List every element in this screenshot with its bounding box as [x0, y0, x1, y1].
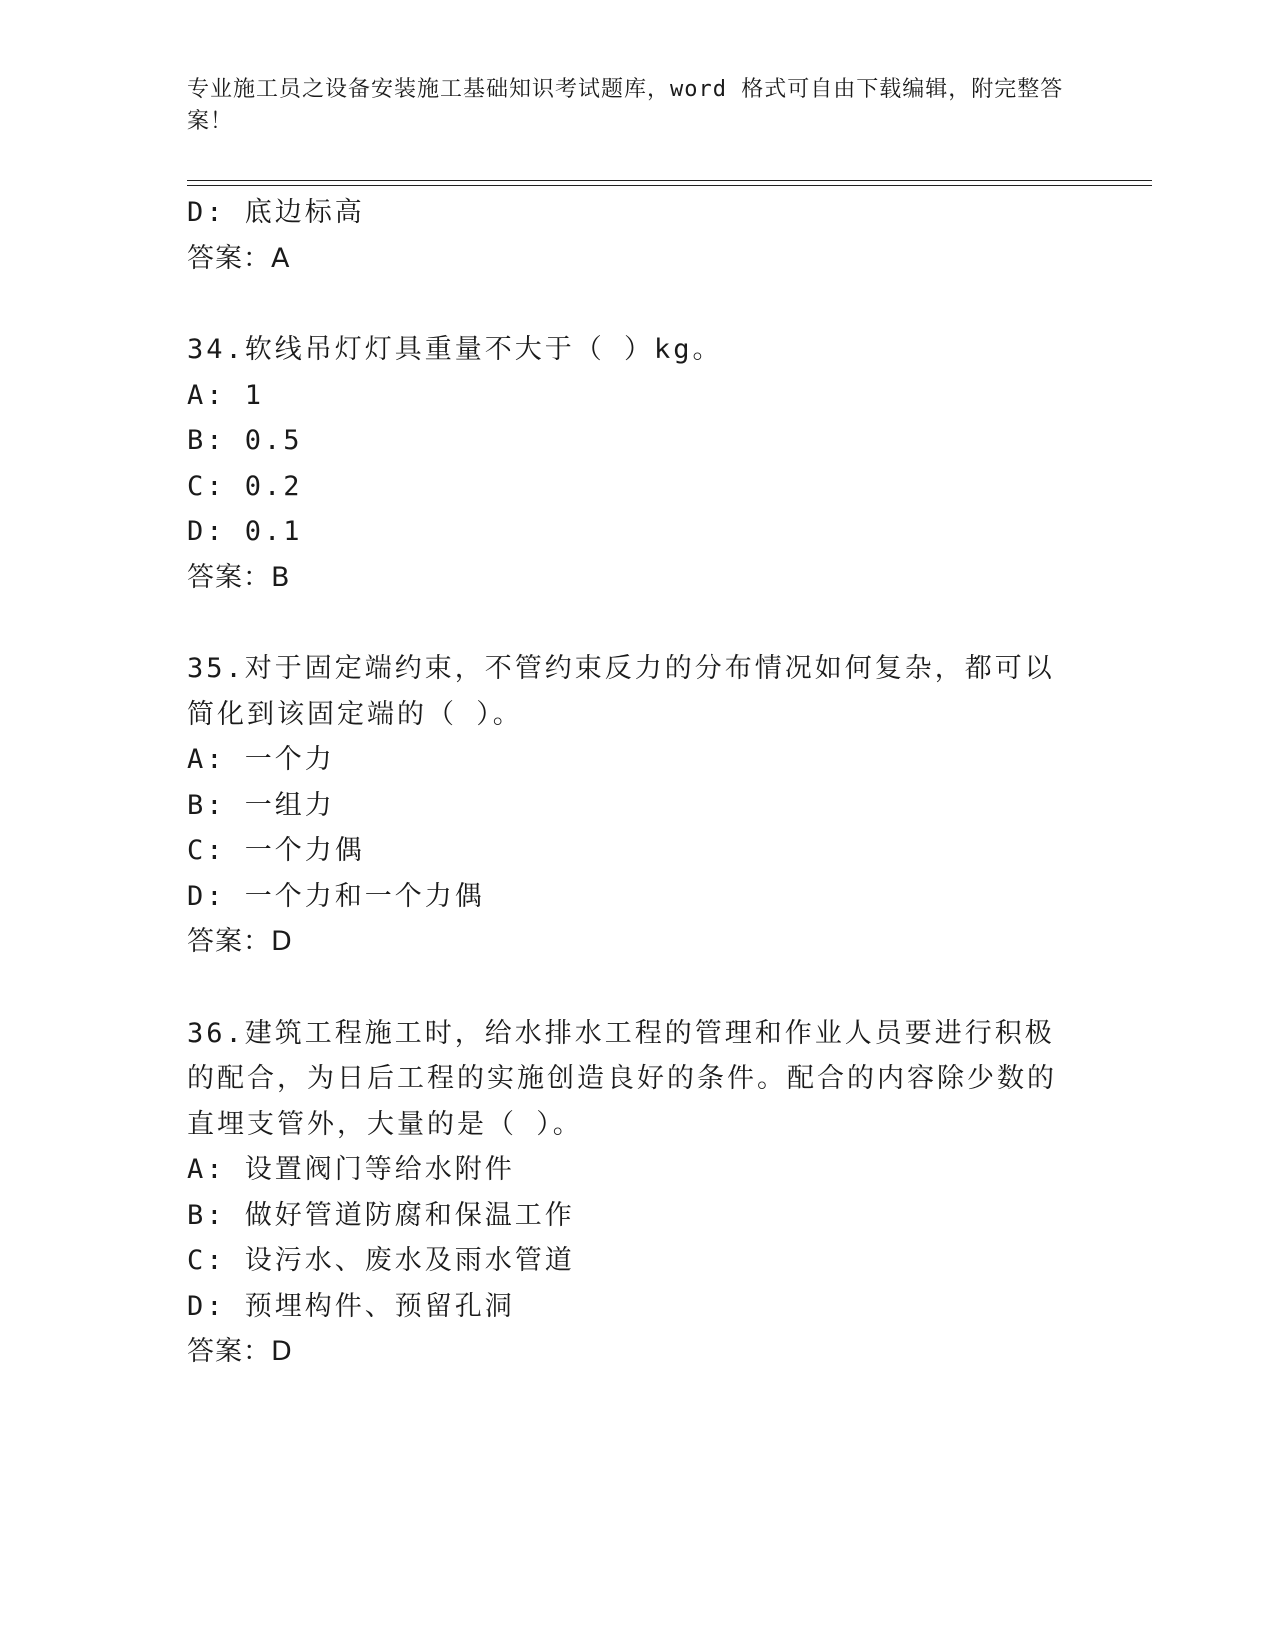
option-b: B: 做好管道防腐和保温工作	[187, 1199, 575, 1231]
option-b: B: 一组力	[187, 789, 335, 821]
option-c: C: 0.2	[187, 470, 303, 502]
question-stem: 35.对于固定端约束，不管约束反力的分布情况如何复杂，都可以简化到该固定端的（ ）。	[187, 653, 1055, 730]
question-36	[187, 1011, 1087, 1375]
question-stem: 34.软线吊灯灯具重量不大于（ ）kg。	[187, 334, 723, 365]
spacer	[187, 281, 1087, 327]
answer: 答案：B	[187, 561, 291, 593]
header-rule-bottom	[187, 185, 1152, 186]
answer: 答案：D	[187, 926, 293, 957]
prev-answer: 答案：A	[187, 242, 291, 274]
prev-option-d: D: 底边标高	[187, 197, 365, 228]
option-d: D: 预埋构件、预留孔洞	[187, 1290, 515, 1322]
question-35	[187, 646, 1087, 965]
header-rule-top	[187, 180, 1152, 181]
option-c: C: 一个力偶	[187, 835, 365, 866]
question-stem: 36.建筑工程施工时，给水排水工程的管理和作业人员要进行积极的配合，为日后工程的实施创造良好的条件。配合的内容除少数的直埋支管外，大量的是（ ）。	[187, 1017, 1057, 1140]
spacer	[187, 965, 1087, 1011]
question-34	[187, 327, 1087, 600]
option-b: B: 0.5	[187, 425, 303, 456]
option-c: C: 设污水、废水及雨水管道	[187, 1245, 575, 1276]
option-d: D: 0.1	[187, 516, 303, 547]
answer: 答案：D	[187, 1336, 293, 1367]
option-d: D: 一个力和一个力偶	[187, 880, 485, 912]
option-a: A: 一个力	[187, 744, 335, 775]
page-header: 专业施工员之设备安装施工基础知识考试题库，word 格式可自由下载编辑，附完整答案！	[187, 77, 1064, 134]
option-a: A: 1	[187, 379, 265, 411]
spacer	[187, 600, 1087, 646]
option-a: A: 设置阀门等给水附件	[187, 1154, 515, 1185]
document-content	[187, 190, 1087, 1375]
